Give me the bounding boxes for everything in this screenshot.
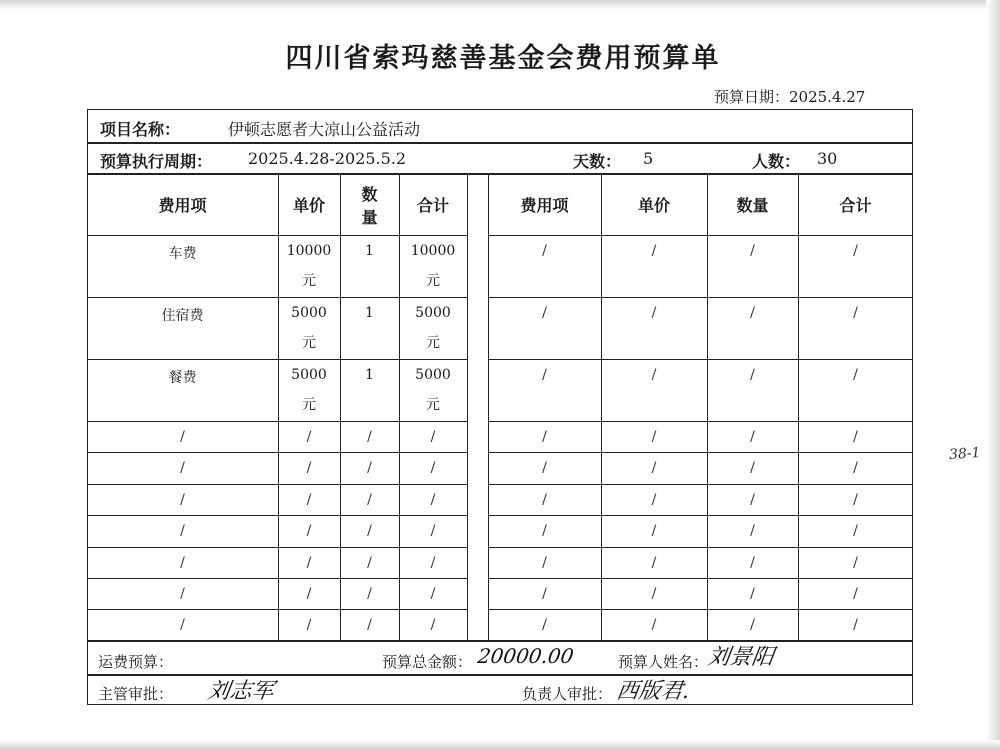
table-cell-qty: / — [367, 460, 372, 476]
table-cell-right-qty: / — [750, 554, 755, 571]
freight-label: 运费预算： — [98, 653, 174, 671]
margin-note: 38-1 — [948, 444, 981, 464]
table-cell-total: / — [430, 460, 436, 476]
table-cell-item: 车费 — [168, 246, 197, 262]
table-cell-item: / — [180, 616, 185, 633]
table-cell-price: 5000 元 — [291, 367, 327, 413]
column-header-right: 费用项 — [520, 196, 569, 215]
table-cell-price: / — [306, 523, 312, 539]
table-cell-price: 5000 元 — [291, 305, 327, 351]
table-cell-qty: 1 — [365, 243, 374, 259]
table-cell-right-price: / — [651, 243, 657, 259]
preparer-label: 预算人姓名： — [618, 653, 709, 671]
table-cell-right-qty: / — [750, 243, 755, 259]
responsible-label: 负责人审批： — [522, 685, 613, 703]
table-cell-price: / — [306, 460, 312, 476]
project-label: 项目名称： — [100, 120, 181, 139]
people-label: 人数： — [752, 152, 801, 171]
project-value: 伊顿志愿者大凉山公益活动 — [228, 120, 421, 139]
budget-date: 预算日期：2025.4.27 — [714, 88, 866, 106]
table-cell-right-total: / — [853, 585, 858, 602]
table-cell-total: 10000 元 — [410, 243, 456, 289]
table-cell-item: / — [180, 428, 185, 445]
table-cell-right-total: / — [853, 554, 858, 571]
table-cell-right-price: / — [651, 585, 657, 602]
column-header-right: 数量 — [736, 196, 769, 215]
scan-edge — [0, 0, 1000, 10]
table-cell-right-item: / — [542, 305, 547, 321]
table-cell-price: / — [306, 554, 312, 571]
table-cell-item: 餐费 — [168, 370, 197, 386]
total-amount-value: 20000.00 — [476, 644, 576, 668]
table-cell-right-price: / — [651, 491, 657, 508]
table-cell-price: / — [306, 585, 312, 602]
supervisor-label: 主管审批： — [98, 685, 174, 703]
table-cell-total: / — [430, 616, 436, 633]
table-cell-right-total: / — [853, 367, 858, 383]
table-cell-right-total: / — [853, 491, 858, 508]
days-label: 天数： — [573, 152, 622, 171]
table-cell-total: / — [430, 428, 436, 445]
table-cell-qty: 1 — [365, 367, 374, 383]
grid-line — [467, 174, 468, 640]
table-cell-price: / — [306, 428, 312, 445]
table-cell-right-price: / — [651, 554, 657, 571]
table-cell-right-total: / — [853, 243, 858, 259]
table-cell-right-item: / — [542, 616, 547, 633]
document-title: 四川省索玛慈善基金会费用预算单 — [285, 43, 721, 74]
table-cell-total: / — [430, 523, 436, 539]
table-cell-right-total: / — [853, 616, 858, 633]
supervisor-signature: 刘志军 — [205, 679, 276, 704]
table-cell-right-qty: / — [750, 491, 755, 508]
table-cell-item: / — [180, 523, 185, 539]
table-cell-right-price: / — [651, 428, 657, 445]
people-value: 30 — [817, 149, 838, 168]
table-cell-right-price: / — [651, 305, 657, 321]
table-cell-item: / — [180, 585, 185, 602]
table-cell-right-total: / — [853, 523, 858, 539]
table-cell-right-qty: / — [750, 305, 755, 321]
table-cell-right-item: / — [542, 523, 547, 539]
scan-edge — [0, 740, 1000, 750]
table-cell-price: / — [306, 491, 312, 508]
table-cell-right-item: / — [542, 428, 547, 445]
table-cell-right-price: / — [651, 616, 657, 633]
table-cell-right-price: / — [651, 460, 657, 476]
table-cell-total: / — [430, 585, 436, 602]
table-cell-right-item: / — [542, 491, 547, 508]
table-cell-right-qty: / — [750, 585, 755, 602]
table-cell-total: / — [430, 491, 436, 508]
period-label: 预算执行周期： — [100, 152, 213, 171]
table-cell-item: / — [180, 554, 185, 571]
table-cell-qty: 1 — [365, 305, 374, 321]
table-cell-right-qty: / — [750, 460, 755, 476]
table-cell-qty: / — [367, 616, 372, 633]
table-cell-right-item: / — [542, 585, 547, 602]
table-cell-right-price: / — [651, 523, 657, 539]
table-cell-item: / — [180, 491, 185, 508]
table-cell-right-total: / — [853, 460, 858, 476]
preparer-signature: 刘景阳 — [705, 645, 776, 670]
total-amount-label: 预算总金额： — [382, 653, 473, 671]
column-header-left: 单价 — [292, 196, 325, 215]
table-cell-total: 5000 元 — [415, 305, 451, 351]
column-header-left: 数 量 — [361, 184, 378, 227]
table-cell-right-qty: / — [750, 367, 755, 383]
table-cell-qty: / — [367, 554, 372, 571]
table-cell-right-qty: / — [750, 616, 755, 633]
table-cell-total: 5000 元 — [415, 367, 451, 413]
table-cell-right-item: / — [542, 243, 547, 259]
divider — [87, 640, 913, 642]
table-cell-right-item: / — [542, 460, 547, 476]
column-header-left: 费用项 — [158, 196, 207, 215]
table-cell-qty: / — [367, 491, 372, 508]
table-cell-price: / — [306, 616, 312, 633]
column-header-right: 单价 — [637, 196, 670, 215]
table-cell-right-total: / — [853, 305, 858, 321]
table-cell-price: 10000 元 — [286, 243, 332, 289]
table-cell-right-item: / — [542, 367, 547, 383]
scan-edge — [986, 0, 1000, 750]
days-value: 5 — [643, 149, 654, 168]
divider — [87, 142, 913, 144]
table-cell-total: / — [430, 554, 436, 571]
table-cell-qty: / — [367, 428, 372, 445]
column-header-left: 合计 — [416, 196, 449, 215]
period-value: 2025.4.28-2025.5.2 — [248, 149, 407, 168]
table-cell-right-item: / — [542, 554, 547, 571]
table-cell-qty: / — [367, 585, 372, 602]
column-header-right: 合计 — [839, 196, 872, 215]
table-cell-item: / — [180, 460, 185, 476]
table-cell-item: 住宿费 — [161, 308, 204, 324]
table-cell-right-total: / — [853, 428, 858, 445]
table-cell-right-price: / — [651, 367, 657, 383]
responsible-signature: 西版君. — [614, 679, 692, 704]
table-cell-right-qty: / — [750, 428, 755, 445]
table-cell-right-qty: / — [750, 523, 755, 539]
table-cell-qty: / — [367, 523, 372, 539]
